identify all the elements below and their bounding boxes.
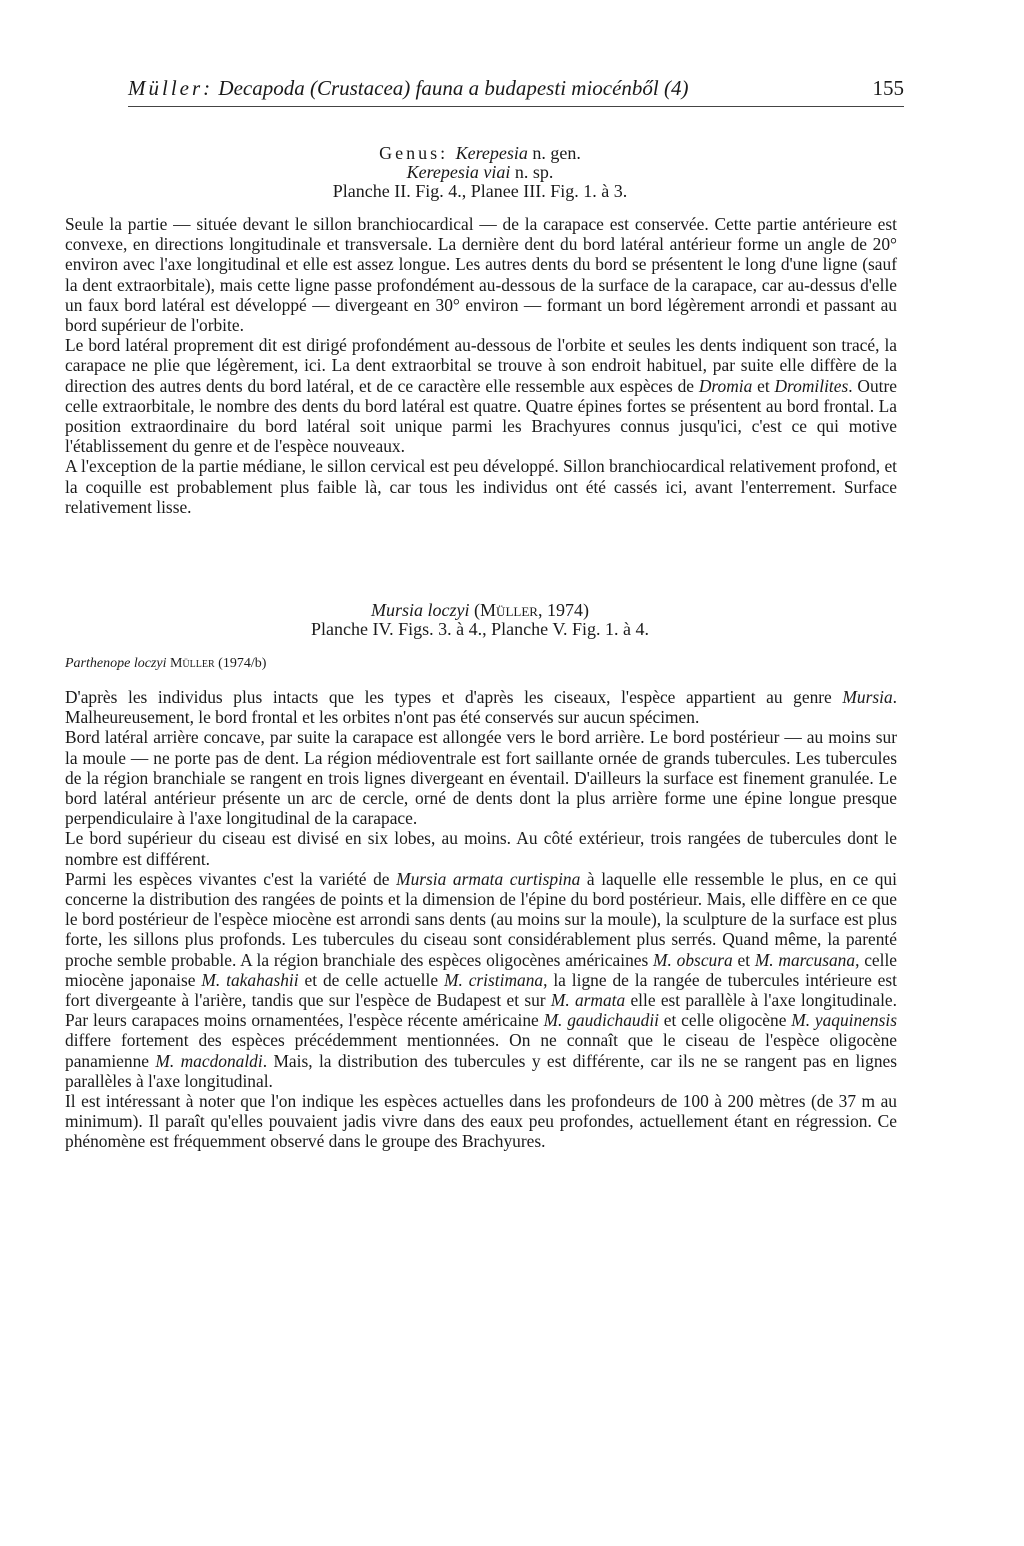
paragraph: Il est intéressant à noter que l'on indique les espèces actuelles dans les profondeurs de 100 à 200 mètres (de 37 m au minimum). Il paraît qu'elles pouvaient jadis vivre dans des eaux peu profondes, actuellement étant en régression. Ce phénomène est fréquemment observé dans le groupe des Brachyures. [65,1091,897,1152]
mursia-description [65,687,897,1152]
paragraph: Parmi les espèces vivantes c'est la variété de Mursia armata curtispina à laquelle elle ressemble le plus, en ce qui concerne la distribution des rangées de points et la dimension de l'épine du bord postérieur. Mais, elle diffère en ce que le bord postérieur de l'espèce miocène est arrondi sans dents (au moins sur la moule), la sculpture de la surface est plus forte, les sillons plus profonds. Les tubercules du ciseau sont considérablement plus serrés. Quand même, la parenté proche semble probable. A la région branchiale des espèces oligocènes américaines M. obscura et M. marcusana, celle miocène japonaise M. takahashii et de celle actuelle M. cristimana, la ligne de la rangée de tubercules intérieure est fort divergeante à l'arière, tandis que sur l'espèce de Budapest et sur M. armata elle est parallèle à l'axe longitudinale. Par leurs carapaces moins ornamentées, l'espèce récente américaine M. gaudichaudii et celle oligocène M. yaquinensis differe fortement des espèces précédemment mentionnées. On ne connaît que le ciseau de l'espèce oligocène panamienne M. macdonaldi. Mais, la distribution des tubercules y est différente, car ils ne se rangent pas en lignes parallèles à l'axe longitudinal. [65,868,898,1091]
page-number: 155 [872,76,904,100]
paragraph: D'après les individus plus intacts que les types et d'après les ciseaux, l'espèce appartient au genre Mursia. Malheureusement, le bord frontal et les orbites n'ont pas été conservés sur aucun spécimen. [65,687,897,728]
paragraph: Le bord latéral proprement dit est dirigé profondément au-dessous de l'orbite et seules les dents indiquent son tracé, la carapace ne plie que légèrement, ici. La dent extraorbital se trouve à son endroit habituel, par suite elle diffère de la direction des autres dents du bord latéral, et de ce caractère elle ressemble aux espèces de Dromia et Dromilites. Outre celle extraorbitale, le nombre des dents du bord latéral est quatre. Quatre épines fortes se présentent au bord frontal. La position extraordinaire du bord latéral soit unique parmi les Brachyures connus jusqu'ici, c'est ce qui motive l'établissement du genre et de l'espèce nouveaux. [65,335,897,457]
author-name: Müller: [128,76,214,100]
paragraph: Le bord supérieur du ciseau est divisé en six lobes, au moins. Au côté extérieur, trois rangées de tubercules dont le nombre est différent. [65,828,897,869]
genus-heading: Genus: Kerepesia n. gen. [379,143,581,163]
plate-reference: Planche IV. Figs. 3. à 4., Planche V. Fig. 1. à 4. [311,619,649,639]
kerepesia-description [65,214,897,517]
plate-reference: Planche II. Fig. 4., Planee III. Fig. 1. à 3. [332,181,628,201]
paragraph: A l'exception de la partie médiane, le sillon cervical est peu développé. Sillon branchiocardical relativement profond, et la coquille est probablement plus faible là, car tous les individus ont été cassés ici, avant l'enterrement. Surface relativement lisse. [65,456,897,517]
genus-heading-block [200,144,760,201]
running-title: Decapoda (Crustacea) fauna a budapesti miocénből (4) [213,76,689,100]
paragraph: Seule la partie — située devant le sillon branchiocardical — de la carapace est conservée. Cette partie antérieure est convexe, en directions longitudinale et transversale. La dernière dent du bord latéral antérieur forme un angle de 20° environ avec l'axe longitudinal et elle est assez longue. Les autres dents du bord se présentent le long d'une ligne (sauf la dent extraorbitale), mais cette ligne passe profondément au-dessous de la surface de la carapace, car au-dessus d'elle un faux bord latéral est développé — divergeant en 30° environ — formant un bord légèrement arrondi et passant au bord supérieur de l'orbite. [65,214,897,336]
species-heading: Mursia loczyi (Müller, 1974) [371,600,589,620]
synonym-line: Parthenope loczyi Müller (1974/b) [65,656,267,671]
paragraph: Bord latéral arrière concave, par suite la carapace est allongée vers le bord arrière. Le bord postérieur — au moins sur la moule — ne porte pas de dent. La région médioventrale est fort saillante ornée de grands tubercules. Les tubercules de la région branchiale se rangent en trois lignes divergeant en éventail. D'ailleurs la surface est finement granulée. Le bord latéral antérieur présente un arc de cercle, orné de dents dont la plus arrière forme une épine longue presque perpendiculaire à l'axe longitudinal de la carapace. [65,727,897,829]
species-heading: Kerepesia viai n. sp. [406,162,554,182]
running-head [128,76,689,101]
page-header [128,74,904,107]
mursia-heading-block [200,601,760,639]
